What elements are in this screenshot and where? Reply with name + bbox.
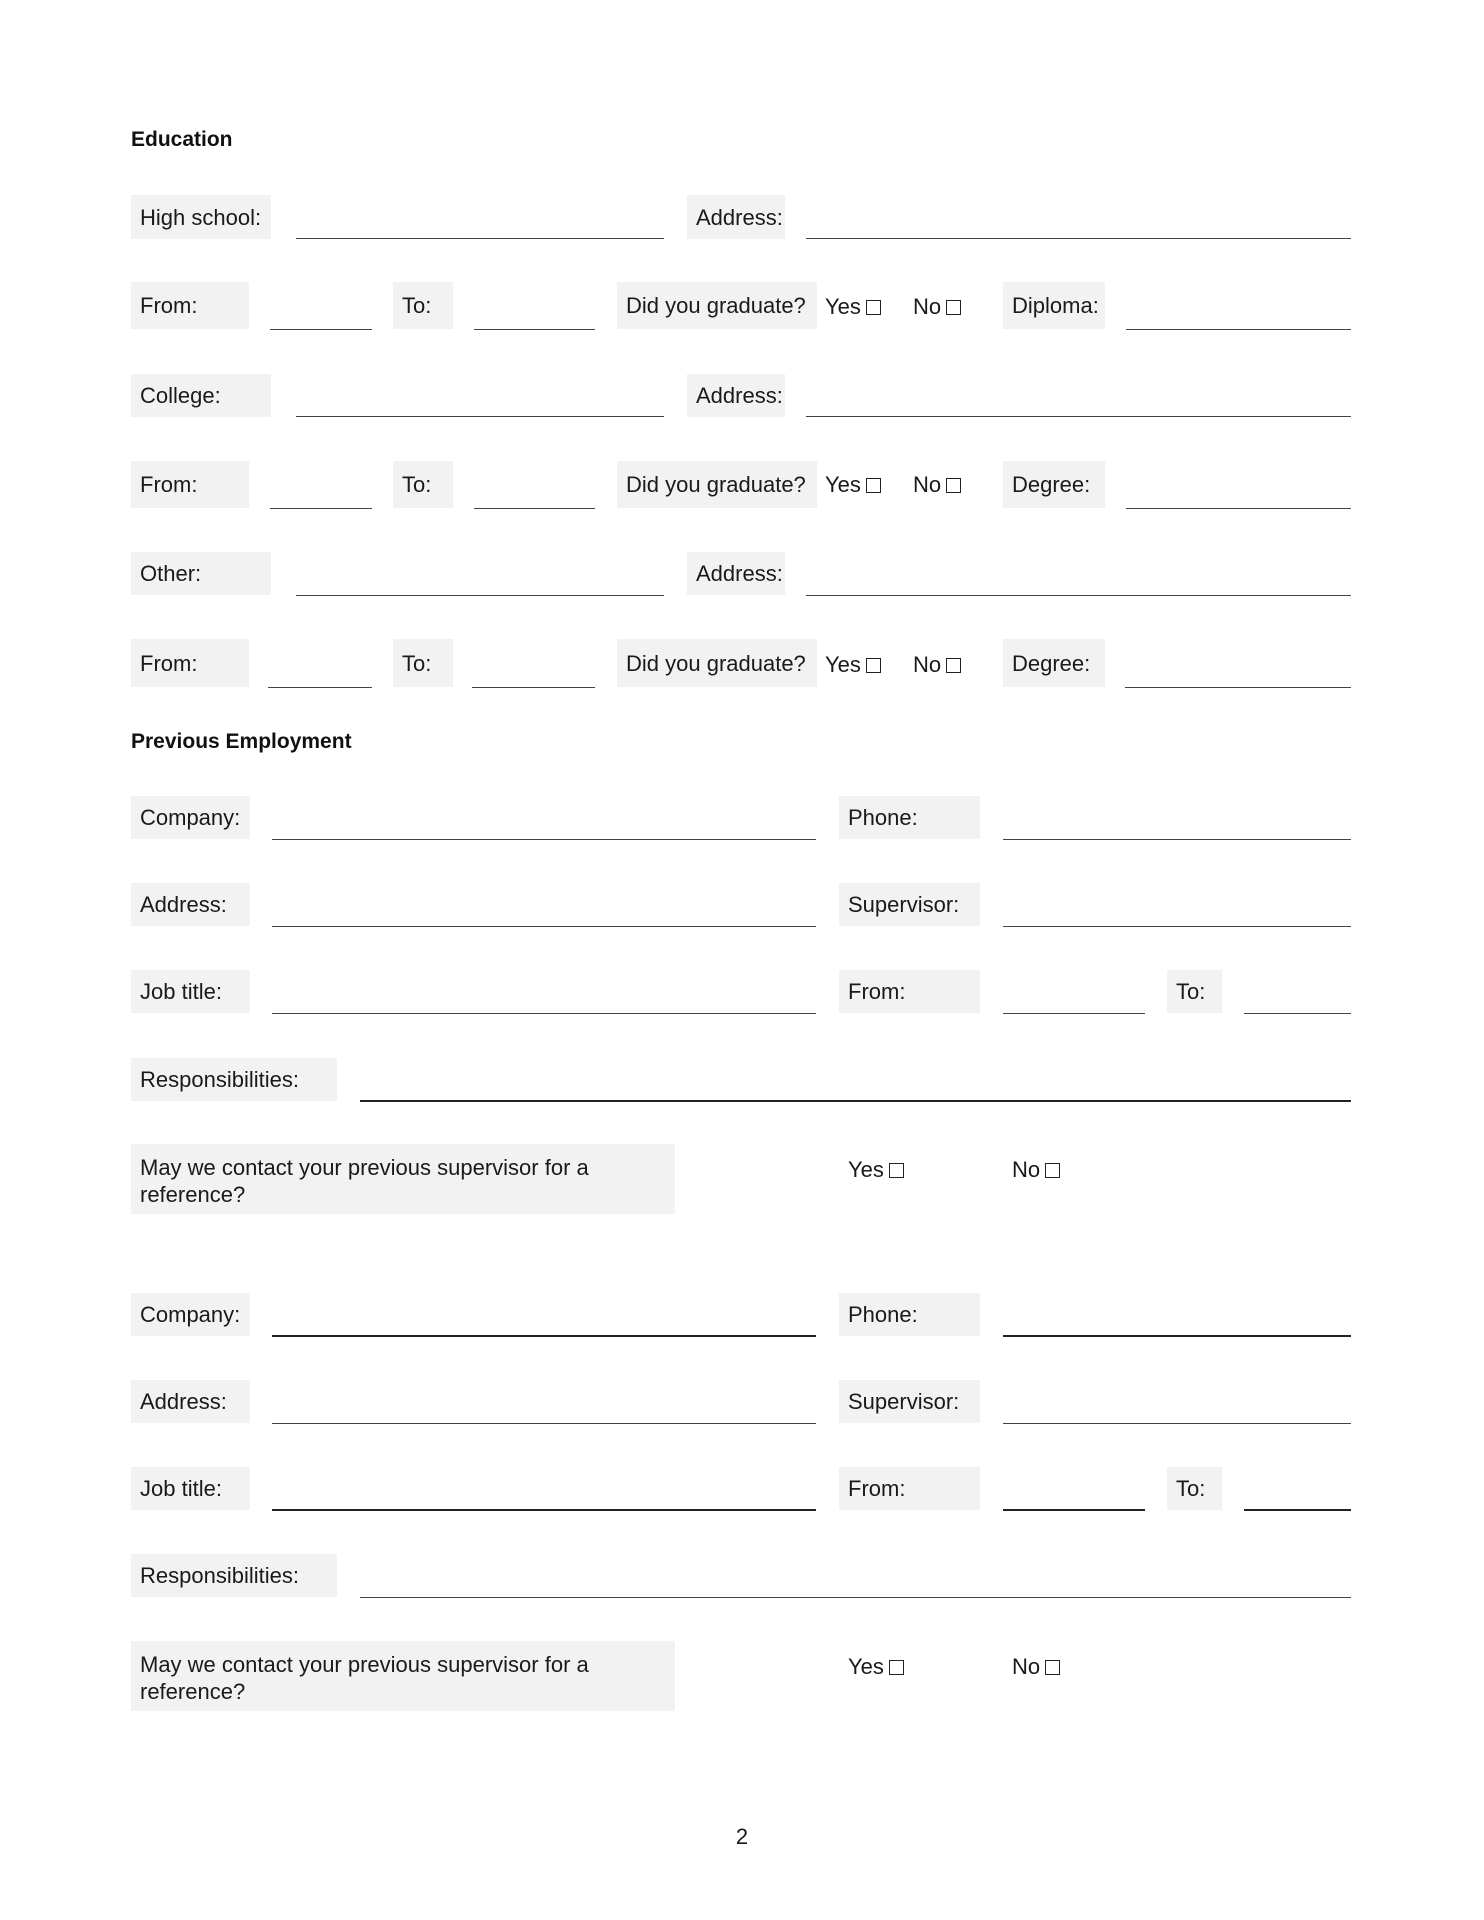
high-school-yes-option[interactable]: [825, 292, 881, 322]
job2-contact-question: May we contact your previous supervisor for a reference?: [131, 1641, 675, 1711]
job1-title-input[interactable]: [272, 1013, 816, 1014]
high-school-from-input[interactable]: [270, 329, 372, 330]
high-school-graduate-label: Did you graduate?: [617, 282, 817, 329]
job2-responsibilities-label: Responsibilities:: [131, 1554, 337, 1597]
job1-responsibilities-input[interactable]: [360, 1100, 1351, 1102]
other-degree-input[interactable]: [1125, 687, 1351, 688]
job1-supervisor-label: Supervisor:: [839, 883, 980, 926]
job1-contact-no-text: No: [1012, 1157, 1041, 1182]
diploma-input[interactable]: [1126, 329, 1351, 330]
job2-address-label: Address:: [131, 1380, 250, 1423]
job1-phone-label: Phone:: [839, 796, 980, 839]
job1-contact-yes-text: Yes: [848, 1157, 884, 1182]
college-to-label: To:: [393, 461, 453, 508]
job1-company-input[interactable]: [272, 839, 816, 840]
employment-heading: Previous Employment: [131, 730, 352, 753]
job2-from-input[interactable]: [1003, 1509, 1145, 1511]
job1-address-label: Address:: [131, 883, 250, 926]
other-to-label: To:: [393, 639, 453, 687]
job1-from-input[interactable]: [1003, 1013, 1145, 1014]
college-yes-option[interactable]: [825, 470, 881, 500]
other-school-address-label: Address:: [687, 552, 785, 595]
job2-phone-input[interactable]: [1003, 1335, 1351, 1337]
job1-contact-no-checkbox[interactable]: [1045, 1163, 1060, 1178]
job1-phone-input[interactable]: [1003, 839, 1351, 840]
college-from-label: From:: [131, 461, 249, 508]
job1-title-label: Job title:: [131, 970, 250, 1013]
job2-phone-label: Phone:: [839, 1293, 980, 1336]
college-no-text: No: [913, 472, 942, 497]
high-school-to-label: To:: [393, 282, 453, 329]
high-school-address-input[interactable]: [806, 238, 1351, 239]
other-no-text: No: [913, 652, 942, 677]
college-degree-label: Degree:: [1003, 461, 1105, 508]
job2-responsibilities-input[interactable]: [360, 1597, 1351, 1598]
college-input[interactable]: [296, 416, 664, 417]
high-school-address-label: Address:: [687, 195, 785, 239]
college-label: College:: [131, 374, 271, 417]
job2-contact-no-checkbox[interactable]: [1045, 1660, 1060, 1675]
diploma-label: Diploma:: [1003, 282, 1105, 329]
other-no-option[interactable]: [913, 650, 961, 680]
job2-title-input[interactable]: [272, 1509, 816, 1511]
job1-contact-yes-option[interactable]: [848, 1155, 904, 1185]
other-yes-checkbox[interactable]: [866, 658, 881, 673]
high-school-yes-text: Yes: [825, 294, 861, 319]
job2-from-label: From:: [839, 1467, 980, 1510]
job2-contact-yes-option[interactable]: [848, 1652, 904, 1682]
job1-contact-no-option[interactable]: [1012, 1155, 1060, 1185]
other-school-label: Other:: [131, 552, 271, 595]
other-to-input[interactable]: [472, 687, 595, 688]
job1-to-input[interactable]: [1244, 1013, 1351, 1014]
college-degree-input[interactable]: [1126, 508, 1351, 509]
job2-contact-yes-text: Yes: [848, 1654, 884, 1679]
high-school-no-option[interactable]: [913, 292, 961, 322]
job2-to-input[interactable]: [1244, 1509, 1351, 1511]
job1-from-label: From:: [839, 970, 980, 1013]
high-school-input[interactable]: [296, 238, 664, 239]
job1-address-input[interactable]: [272, 926, 816, 927]
other-from-label: From:: [131, 639, 249, 687]
college-yes-text: Yes: [825, 472, 861, 497]
job2-address-input[interactable]: [272, 1423, 816, 1424]
high-school-to-input[interactable]: [474, 329, 595, 330]
education-heading: Education: [131, 128, 233, 151]
other-from-input[interactable]: [268, 687, 372, 688]
job1-company-label: Company:: [131, 796, 250, 839]
other-degree-label: Degree:: [1003, 639, 1105, 687]
college-yes-checkbox[interactable]: [866, 478, 881, 493]
college-no-checkbox[interactable]: [946, 478, 961, 493]
high-school-no-checkbox[interactable]: [946, 300, 961, 315]
job2-supervisor-label: Supervisor:: [839, 1380, 980, 1423]
high-school-yes-checkbox[interactable]: [866, 300, 881, 315]
other-graduate-label: Did you graduate?: [617, 639, 817, 687]
other-school-input[interactable]: [296, 595, 664, 596]
job2-contact-yes-checkbox[interactable]: [889, 1660, 904, 1675]
college-from-input[interactable]: [270, 508, 372, 509]
high-school-from-label: From:: [131, 282, 249, 329]
other-school-address-input[interactable]: [806, 595, 1351, 596]
job2-company-input[interactable]: [272, 1335, 816, 1337]
job2-to-label: To:: [1167, 1467, 1222, 1510]
job2-contact-no-option[interactable]: [1012, 1652, 1060, 1682]
job2-title-label: Job title:: [131, 1467, 250, 1510]
job1-contact-question: May we contact your previous supervisor for a reference?: [131, 1144, 675, 1214]
job1-contact-yes-checkbox[interactable]: [889, 1163, 904, 1178]
other-yes-option[interactable]: [825, 650, 881, 680]
college-address-input[interactable]: [806, 416, 1351, 417]
job2-company-label: Company:: [131, 1293, 250, 1336]
college-to-input[interactable]: [474, 508, 595, 509]
job2-contact-no-text: No: [1012, 1654, 1041, 1679]
job2-supervisor-input[interactable]: [1003, 1423, 1351, 1424]
college-graduate-label: Did you graduate?: [617, 461, 817, 508]
college-address-label: Address:: [687, 374, 785, 417]
job1-to-label: To:: [1167, 970, 1222, 1013]
job1-responsibilities-label: Responsibilities:: [131, 1058, 337, 1101]
high-school-no-text: No: [913, 294, 942, 319]
page-number: 2: [735, 1824, 749, 1849]
high-school-label: High school:: [131, 195, 271, 239]
other-yes-text: Yes: [825, 652, 861, 677]
college-no-option[interactable]: [913, 470, 961, 500]
job1-supervisor-input[interactable]: [1003, 926, 1351, 927]
other-no-checkbox[interactable]: [946, 658, 961, 673]
